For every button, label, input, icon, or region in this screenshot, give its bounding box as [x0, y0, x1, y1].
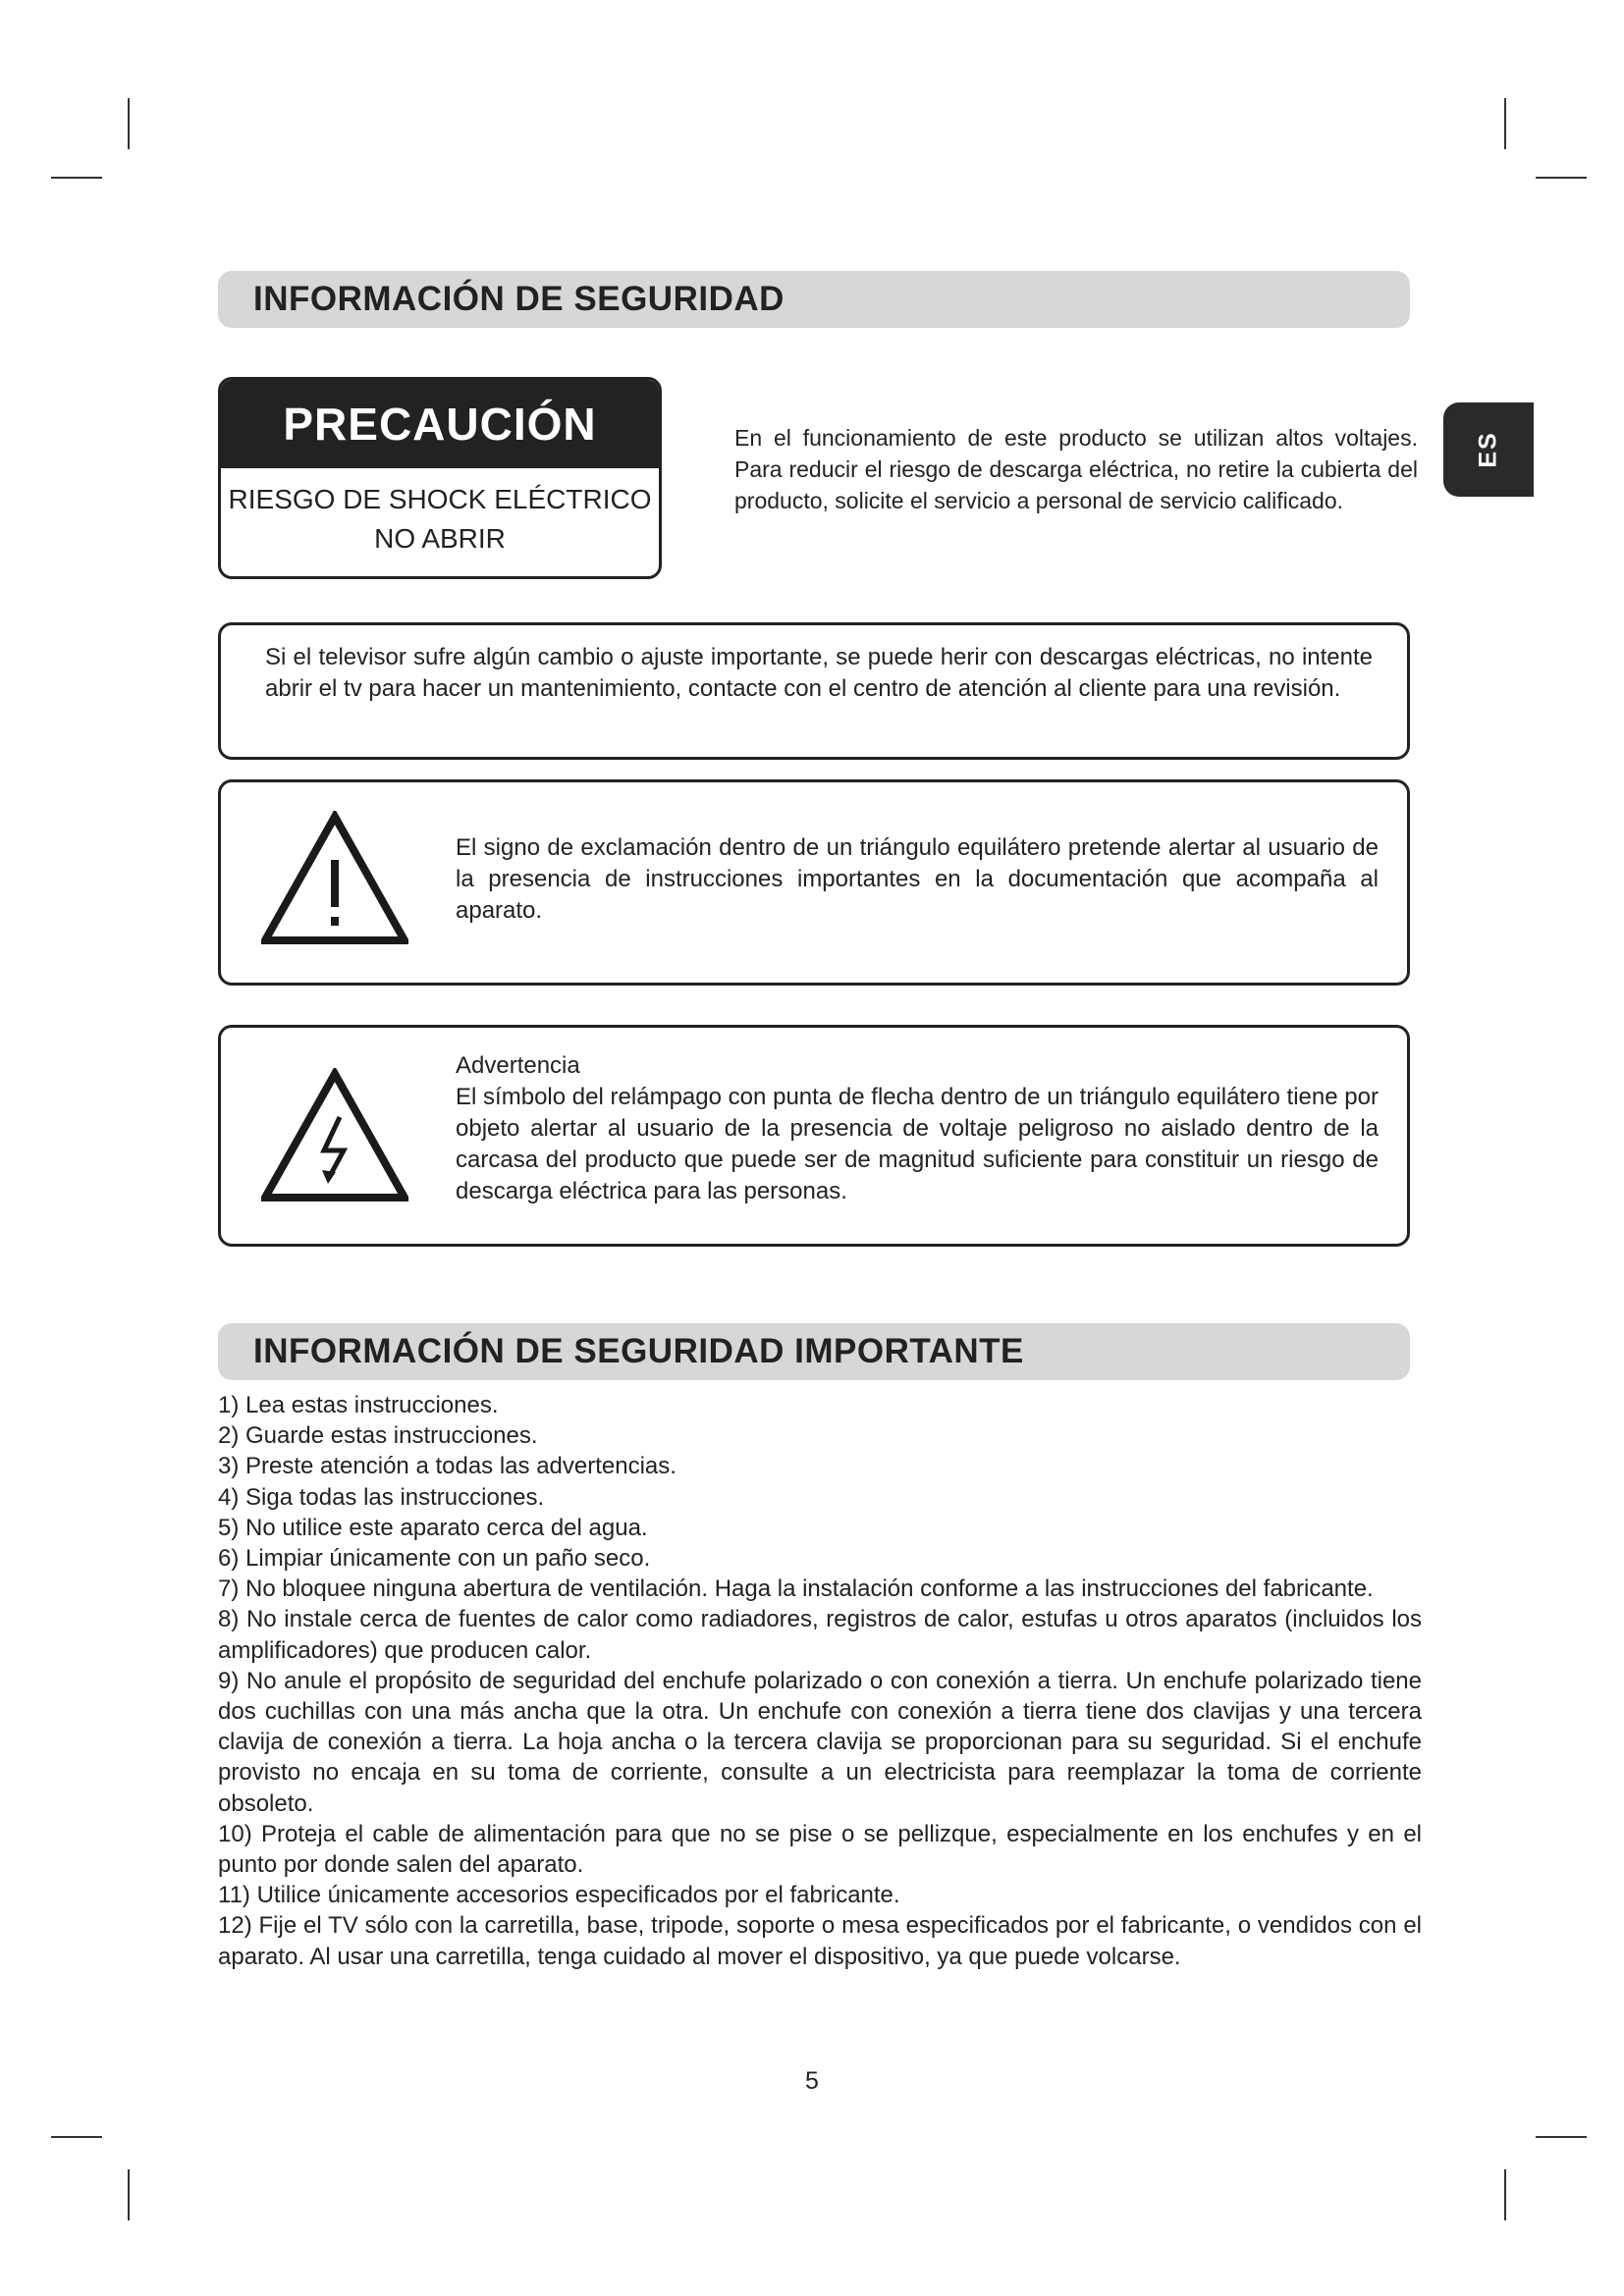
crop-mark: [128, 2169, 130, 2220]
list-item: 7) No bloquee ninguna abertura de ventilación. Haga la instalación conforme a las instrucciones del fabricante.: [218, 1575, 1374, 1603]
caution-line-2: NO ABRIR: [374, 523, 506, 554]
list-item: 5) No utilice este aparato cerca del agua.: [218, 1514, 648, 1541]
list-item: 9) No anule el propósito de seguridad del enchufe polarizado o con conexión a tierra. Un enchufe polarizado tiene dos cuchillas con una más ancha que la otra. Un enchufe con conexión a tierra tiene dos clavijas y una tercera clavija de conexión a tierra. La hoja ancha o la tercera clavija se proporcionan para su seguridad. Si el enchufe provisto no encaja en su toma de corriente, consulte a un electricista para reemplazar la toma de corriente obsoleto.: [218, 1667, 1422, 1817]
notice-text: Si el televisor sufre algún cambio o ajuste importante, se puede herir con descargas eléctricas, no intente abrir el tv para hacer un mantenimiento, contacte con el centro de atención al cliente para una revisión.: [265, 644, 1373, 702]
caution-subtitle: [221, 480, 659, 559]
list-item: 11) Utilice únicamente accesorios especificados por el fabricante.: [218, 1882, 900, 1909]
lightning-note-content: [456, 1050, 1379, 1207]
caution-line-1: RIESGO DE SHOCK ELÉCTRICO: [228, 484, 652, 514]
instructions-list: [218, 1390, 1422, 1972]
crop-mark: [1504, 2169, 1506, 2220]
crop-mark: [128, 98, 130, 149]
lightning-note-text: El símbolo del relámpago con punta de flecha dentro de un triángulo equilátero tiene por objeto alertar al usuario de la presencia de voltaje peligroso no aislado dentro de la carcasa del producto que puede ser de magnitud suficiente para constituir un riesgo de descarga eléctrica para las personas.: [456, 1084, 1379, 1204]
list-item: 1) Lea estas instrucciones.: [218, 1392, 499, 1418]
list-item: 8) No instale cerca de fuentes de calor como radiadores, registros de calor, estufas u otros aparatos (incluidos los amplificadores) que producen calor.: [218, 1606, 1422, 1664]
crop-mark: [51, 2136, 102, 2138]
page-number: 5: [805, 2067, 819, 2095]
exclamation-triangle-icon: [261, 811, 408, 944]
crop-mark: [1536, 2136, 1587, 2138]
language-tab: [1443, 402, 1534, 497]
crop-mark: [1536, 177, 1587, 179]
crop-mark: [1504, 98, 1506, 149]
caution-title: PRECAUCIÓN: [221, 380, 659, 468]
list-item: 4) Siga todas las instrucciones.: [218, 1483, 545, 1511]
list-item: 10) Proteja el cable de alimentación para que no se pise o se pellizque, especialmente en los enchufes y en el punto por donde salen del aparato.: [218, 1820, 1422, 1879]
list-item: 6) Limpiar únicamente con un paño seco.: [218, 1545, 651, 1573]
exclamation-note-text: El signo de exclamación dentro de un triángulo equilátero pretende alertar al usuario de la presencia de instrucciones importantes en la documentación que acompaña al aparato.: [456, 834, 1379, 924]
section-header-important-safety: [218, 1323, 1410, 1380]
lightning-triangle-icon: [261, 1068, 408, 1201]
caution-box: [218, 377, 662, 579]
list-item: 2) Guarde estas instrucciones.: [218, 1422, 538, 1450]
section-title: INFORMACIÓN DE SEGURIDAD IMPORTANTE: [253, 1332, 1024, 1370]
caution-description: En el funcionamiento de este producto se utilizan altos voltajes. Para reducir el riesgo de descarga eléctrica, no retire la cubierta del producto, solicite el servicio a personal de servicio calificado.: [734, 425, 1418, 513]
section-header-safety: [218, 271, 1410, 328]
list-item: 3) Preste atención a todas las advertencias.: [218, 1453, 677, 1480]
language-tab-label: ES: [1474, 431, 1502, 468]
section-title: INFORMACIÓN DE SEGURIDAD: [253, 280, 785, 318]
lightning-note-heading: Advertencia: [456, 1052, 580, 1079]
list-item: 12) Fije el TV sólo con la carretilla, base, tripode, soporte o mesa especificados por el fabricante, o vendidos con el aparato. Al usar una carretilla, tenga cuidado al mover el dispositivo, ya que puede volcarse.: [218, 1912, 1422, 1970]
crop-mark: [51, 177, 102, 179]
